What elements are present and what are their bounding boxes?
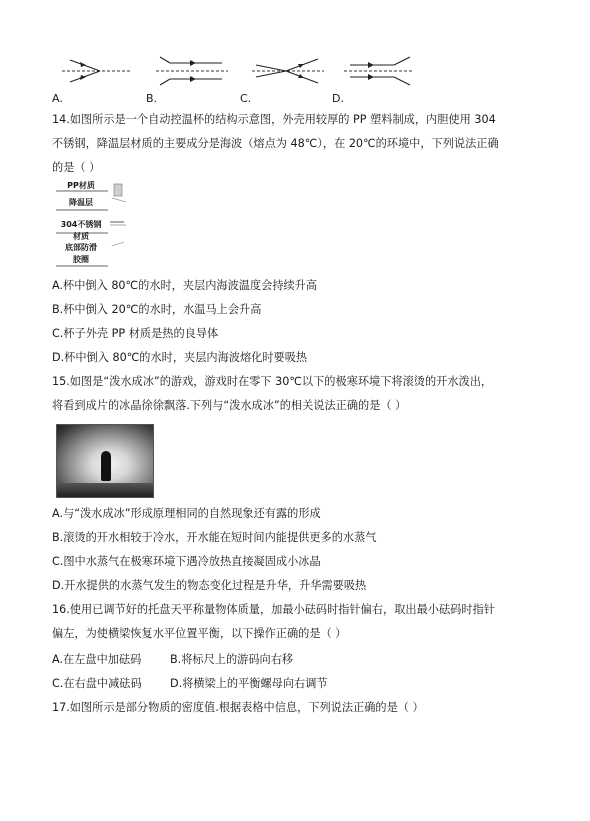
q14-stem-line-3: 的是（ ）: [52, 161, 101, 174]
q14-option-a[interactable]: A.杯中倒入 80℃的水时，夹层内海波温度会持续升高: [52, 279, 318, 292]
cup-label-pp: PP材质: [67, 181, 95, 190]
q13-option-d[interactable]: D.: [332, 92, 344, 105]
cup-label-antislip: 底部防滑: [65, 243, 97, 252]
cup-label-steel: 304不锈钢: [60, 220, 102, 229]
q15-photo: [56, 424, 154, 498]
q16-option-b[interactable]: B.将标尺上的游码向右移: [170, 653, 294, 666]
q17-stem: 17.如图所示是部分物质的密度值.根据表格中信息，下列说法正确的是（ ）: [52, 701, 424, 714]
q14-option-c[interactable]: C.杯子外壳 PP 材质是热的良导体: [52, 327, 219, 340]
q13-diagram-b: [156, 56, 228, 86]
cup-label-ring: 胶圈: [73, 255, 89, 264]
q16-stem-line-2: 偏左，为使横梁恢复水平位置平衡，以下操作正确的是（ ）: [52, 627, 347, 640]
q14-stem-line-1: 14.如图所示是一个自动控温杯的结构示意图，外壳用较厚的 PP 塑料制成，内胆使用 304: [52, 113, 496, 126]
cup-label-cooling-layer: 降温层: [69, 198, 93, 207]
q14-stem-line-2: 不锈钢，降温层材质的主要成分是海波（熔点为 48℃），在 20℃的环境中，下列说法正确: [52, 137, 499, 150]
q16-option-d[interactable]: D.将横梁上的平衡螺母向右调节: [170, 677, 328, 690]
cup-label-steel-material: 材质: [73, 232, 89, 241]
q13-option-a[interactable]: A.: [52, 92, 63, 105]
q15-stem-line-1: 15.如图是“泼水成冰”的游戏，游戏时在零下 30℃以下的极寒环境下将滚烫的开水泼出，: [52, 375, 493, 388]
q16-stem-line-1: 16.使用已调节好的托盘天平称量物体质量，加最小砝码时指针偏右，取出最小砝码时指针: [52, 603, 495, 616]
q16-option-a[interactable]: A.在左盘中加砝码: [52, 653, 142, 666]
q14-option-b[interactable]: B.杯中倒入 20℃的水时，水温马上会升高: [52, 303, 262, 316]
q13-option-c[interactable]: C.: [240, 92, 252, 105]
q15-option-b[interactable]: B.滚烫的开水相较于冷水，开水能在短时间内能提供更多的水蒸气: [52, 531, 377, 544]
q15-option-a[interactable]: A.与“泼水成冰”形成原理相同的自然现象还有露的形成: [52, 507, 321, 520]
q14-option-d[interactable]: D.杯中倒入 80℃的水时，夹层内海波熔化时要吸热: [52, 351, 308, 364]
q15-option-c[interactable]: C.图中水蒸气在极寒环境下遇冷放热直接凝固成小冰晶: [52, 555, 321, 568]
q15-stem-line-2: 将看到成片的冰晶徐徐飘落.下列与“泼水成冰”的相关说法正确的是（ ）: [52, 399, 407, 412]
photo-person-silhouette: [101, 451, 111, 481]
photo-ground: [57, 483, 153, 497]
q13-option-b[interactable]: B.: [146, 92, 158, 105]
q13-diagram-d: [344, 56, 414, 86]
q15-option-d[interactable]: D.开水提供的水蒸气发生的物态变化过程是升华，升华需要吸热: [52, 579, 367, 592]
q16-option-c[interactable]: C.在右盘中减砝码: [52, 677, 142, 690]
q13-diagram-c: [252, 56, 324, 86]
q13-diagram-a: [62, 58, 132, 84]
